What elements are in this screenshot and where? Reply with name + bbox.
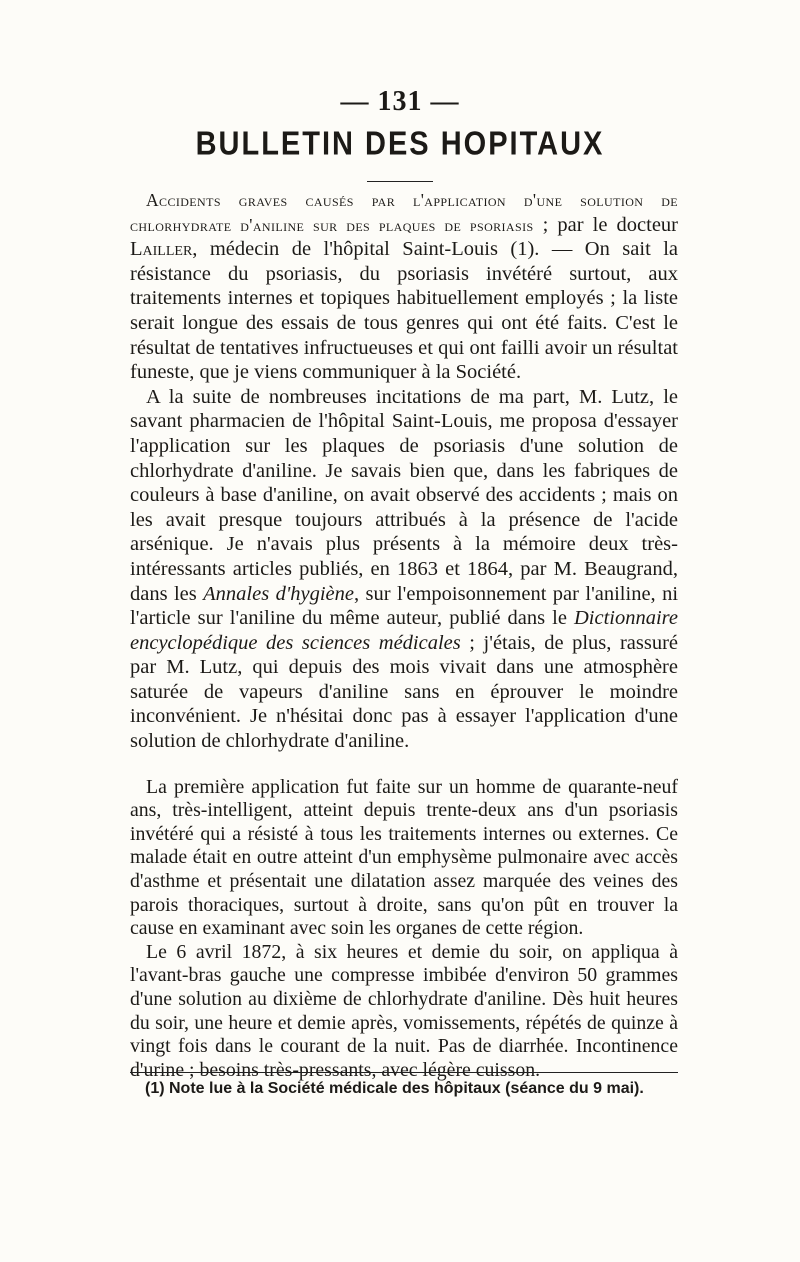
p2-text-b: , sur l'empoisonnement par l'aniline, ni l'article sur l'aniline du même auteur, publié dans le [130, 582, 679, 630]
p1-separator: ; par le docteur [533, 213, 678, 236]
article-title: Accidents graves causés par l'application d'une solution de chlorhydrate d'aniline sur des plaques de psoriasis [130, 190, 678, 235]
footnote-rule [130, 1072, 678, 1073]
p1-text: , médecin de l'hôpital Saint-Louis (1). — On sait la résistance du psoriasis, du psoriasis invétéré surtout, aux traitements internes et topiques habituellement employés ; la liste serait longue des essais de tous genres qui ont été faits. C'est le résultat de tentatives infructueuses et qui ont failli avoir un résultat funeste, que je viens communiquer à la Société. [130, 238, 678, 384]
running-header: BULLETIN DES HOPITAUX [195, 125, 605, 163]
page-number: — 131 — [340, 86, 460, 117]
section-gap [130, 754, 678, 776]
article-body [130, 188, 678, 1082]
p2-text-c: ; j'étais, de plus, rassuré par M. Lutz, qui depuis des mois vivait dans une atmosphère saturée de vapeurs d'aniline sans en éprouver le moindre inconvénient. Je n'hésitai donc pas à essayer l'application d'une solution de chlorhydrate d'aniline. [130, 631, 679, 753]
header-rule [367, 181, 433, 182]
paragraph-2 [130, 385, 678, 754]
paragraph-4: Le 6 avril 1872, à six heures et demie du soir, on appliqua à l'avant-bras gauche une compresse imbibée d'environ 50 grammes d'une solution au dixième de chlorhydrate d'aniline. Dès huit heures du soir, une heure et demie après, vomissements, répétés de quinze à vingt fois dans le courant de la nuit. Pas de diarrhée. Incontinence d'urine ; besoins très-pressants, avec légère cuisson. [130, 940, 678, 1081]
dictionary-title: Dictionnaire encyclopédique des sciences médicales [130, 607, 678, 654]
p2-text-a: A la suite de nombreuses incitations de ma part, M. Lutz, le savant pharmacien de l'hôpital Saint-Louis, me proposa d'essayer l'application sur les plaques de psoriasis d'une solution de chlorhydrate d'aniline. Je savais bien que, dans les fabriques de couleurs à base d'aniline, on avait observé des accidents ; mais on les avait presque toujours attribués à la présence de l'acide arsénique. Je n'avais plus présents à la mémoire deux très-intéressants articles publiés, en 1863 et 1864, par M. Beaugrand, dans les [130, 385, 678, 605]
author-name: Lailler [130, 238, 193, 261]
paragraph-1 [130, 188, 678, 385]
journal-title: Annales d'hygiène [203, 582, 354, 605]
footnote: (1) Note lue à la Société médicale des hôpitaux (séance du 9 mai). [145, 1080, 644, 1097]
paragraph-3: La première application fut faite sur un homme de quarante-neuf ans, très-intelligent, atteint depuis trente-deux ans d'un psoriasis invétéré qui a résisté à tous les traitements internes ou externes. Ce malade était en outre atteint d'un emphysème pulmonaire avec accès d'asthme et présentait une dilatation assez marquée des veines des parois thoraciques, surtout à droite, sans qu'on pût en trouver la cause en examinant avec soin les organes de cette région. [130, 775, 678, 940]
